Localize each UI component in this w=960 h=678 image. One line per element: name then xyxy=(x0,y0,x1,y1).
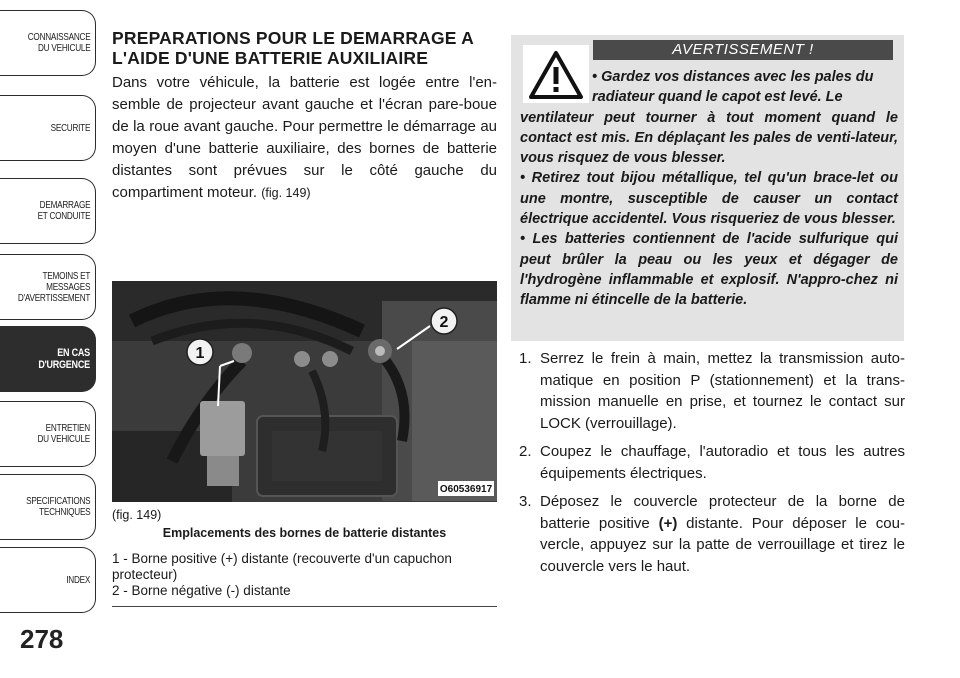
callout-1: 1 xyxy=(195,345,205,362)
tab-temoins-et-messages[interactable] xyxy=(0,254,96,320)
tab-label: CONNAISSANCE DU VEHICULE xyxy=(27,32,90,54)
section-title: PREPARATIONS POUR LE DEMARRAGE A L'AIDE D'UNE BATTERIE AUXILIAIRE xyxy=(112,28,474,68)
warning-bullet-1-line-2: radiateur quand le capot est levé. Le xyxy=(592,89,843,106)
step-number: 1. xyxy=(519,350,532,367)
step-text: Serrez le frein à main, mettez la transmission auto-matique en position P (stationnement) et la trans-mission manuelle en prise, et tournez le contact sur LOCK (verrouillage). xyxy=(540,350,905,432)
tab-demarrage-et-conduite[interactable] xyxy=(0,178,96,244)
tab-label: EN CAS D'URGENCE xyxy=(38,347,90,371)
photo-illustration xyxy=(112,281,497,502)
step-item xyxy=(513,348,905,434)
tab-securite[interactable] xyxy=(0,95,96,161)
step-text-continued: distante. Pour déposer le cou-vercle, appuyez sur la patte de verrouillage et tirez le couvercle vers le haut. xyxy=(540,514,905,575)
warning-bullet-3: • Les batteries contiennent de l'acide sulfurique qui peut brûler la peau ou les yeux et dégager de l'hydrogène inflammable et explosif. N'appro-chez ni flamme ni étincelle de la batterie. xyxy=(520,231,898,309)
intro-paragraph xyxy=(112,72,497,204)
warning-bullet-1-line-1: • Gardez vos distances avec les pales du xyxy=(592,69,874,85)
tab-label: SPECIFICATIONS TECHNIQUES xyxy=(25,496,90,518)
tab-label: INDEX xyxy=(66,574,90,586)
figure-code: O60536917 xyxy=(439,484,493,495)
warning-title: AVERTISSEMENT ! xyxy=(593,40,893,60)
warning-bullet-1-rest: ventilateur peut tourner à tout moment quand le contact est mis. En déplaçant les pales de venti-lateur, vous risquez de vous blesser. xyxy=(520,109,898,167)
callout-2: 2 xyxy=(439,314,449,331)
legend-item-1: 1 - Borne positive (+) distante (recouverte d'un capuchon protecteur) xyxy=(112,551,452,582)
step-item xyxy=(513,491,905,577)
tab-label: ENTRETIEN DU VEHICULE xyxy=(37,423,90,445)
intro-text: Dans votre véhicule, la batterie est logée entre l'en-semble de projecteur avant gauche et l'écran pare-boue de la roue avant gauche. Pour permettre le démarrage au moyen d'une batterie auxiliaire, des bornes de batterie distantes sont prévues sur le côté gauche du compartiment moteur. xyxy=(112,74,497,201)
legend-item-2: 2 - Borne négative (-) distante xyxy=(112,583,291,598)
step-text: Déposez le couvercle protecteur de la borne de batterie positive xyxy=(540,493,905,532)
figure-legend xyxy=(112,551,497,599)
tab-connaissance-du-vehicule[interactable] xyxy=(0,10,96,76)
tab-entretien-du-vehicule[interactable] xyxy=(0,401,96,467)
tab-index[interactable] xyxy=(0,547,96,613)
tab-en-cas-d-urgence[interactable] xyxy=(0,326,96,392)
tab-label: SECURITE xyxy=(50,122,90,134)
warning-text xyxy=(520,67,898,311)
figure-reference: (fig. 149) xyxy=(261,186,311,200)
figure-caption: Emplacements des bornes de batterie distantes xyxy=(162,526,447,540)
step-number: 2. xyxy=(519,443,532,460)
tab-label: TEMOINS ET MESSAGES D'AVERTISSEMENT xyxy=(17,270,90,304)
warning-bullet-2: • Retirez tout bijou métallique, tel qu'un brace-let ou une montre, susceptible de causer un contact électrique accidentel. Vous risqueriez de vous blesser. xyxy=(520,170,898,228)
positive-terminal-symbol: (+) xyxy=(658,514,678,532)
page-number: 278 xyxy=(20,624,64,654)
legend-divider xyxy=(112,606,497,607)
step-item xyxy=(513,441,905,484)
figure-number: (fig. 149) xyxy=(112,508,162,522)
warning-box xyxy=(511,35,904,341)
battery-terminals-photo xyxy=(112,281,497,502)
tab-specifications-techniques[interactable] xyxy=(0,474,96,540)
step-text: Coupez le chauffage, l'autoradio et tous les autres équipements électriques. xyxy=(540,443,905,482)
step-number: 3. xyxy=(519,493,532,510)
procedure-steps xyxy=(513,348,905,584)
tab-label: DEMARRAGE ET CONDUITE xyxy=(37,200,90,222)
